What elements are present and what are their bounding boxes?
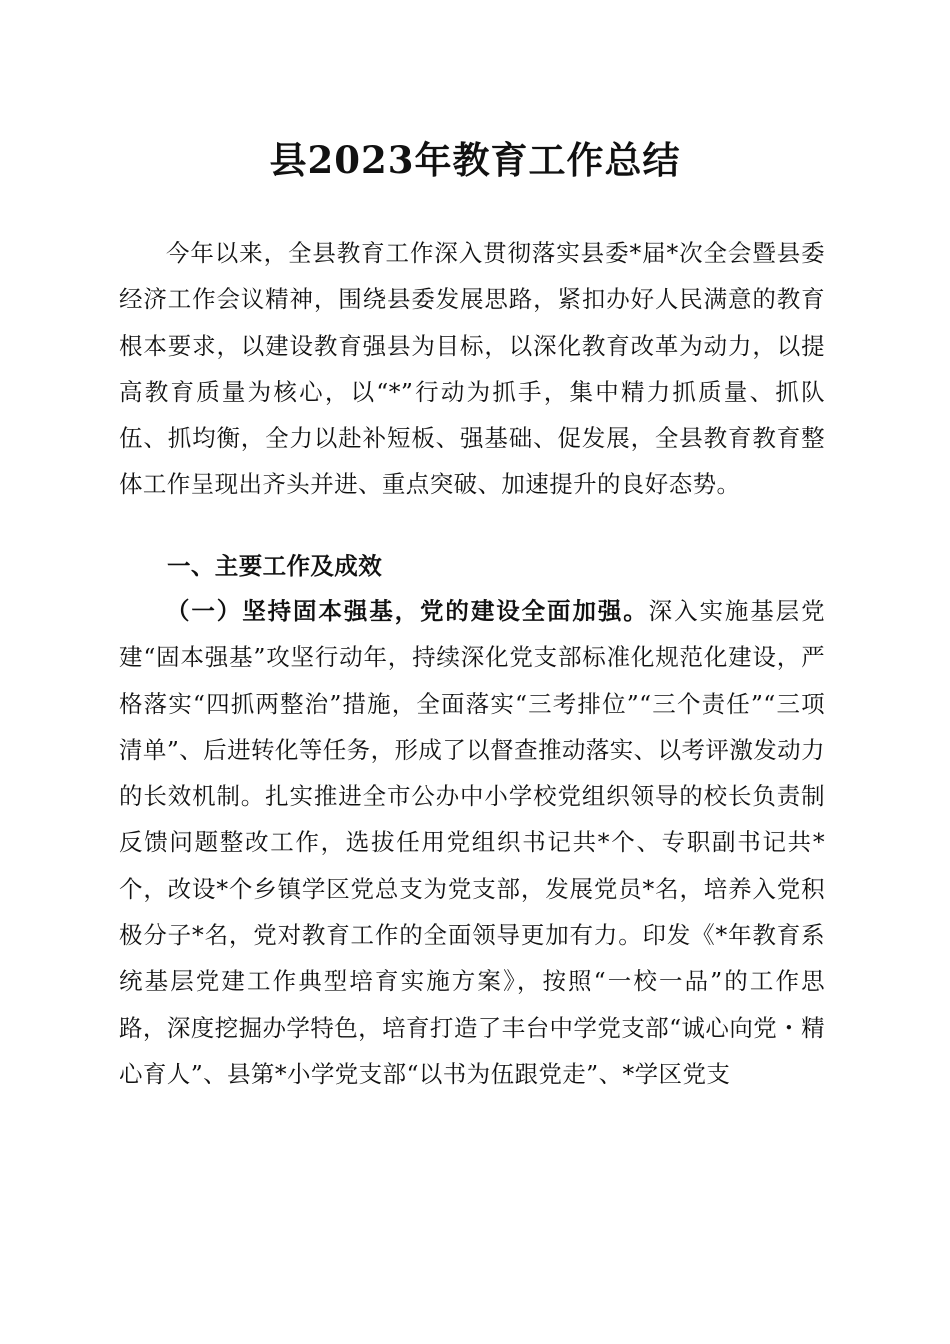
subsection-body: 深入实施基层党建“固本强基”攻坚行动年，持续深化党支部标准化规范化建设，严格落实“四抓两整治”措施，全面落实“三考排位”“三个责任”“三项清单”、后进转化等任务，形成了以督查推动落实、以考评激发动力的长效机制。扎实推进全市公办中小学校党组织领导的校长负责制反馈问题整改工作，选拔任用党组织书记共*个、专职副书记共*个，改设*个乡镇学区党总支为党支部，发展党员*名，培养入党积极分子*名，党对教育工作的全面领导更加有力。印发《*年教育系统基层党建工作典型培育实施方案》，按照“一校一品”的工作思路，深度挖掘办学特色，培育打造了丰台中学党支部“诚心向党・精心育人”、县第*小学党支部“以书为伍跟党走”、*学区党支 bbox=[119, 597, 825, 1088]
section-heading: 一、主要工作及成效 bbox=[167, 552, 383, 580]
subsection-paragraph bbox=[119, 588, 825, 1097]
subsection-lead: （一）坚持固本强基，党的建设全面加强。 bbox=[166, 597, 649, 625]
intro-paragraph: 今年以来，全县教育工作深入贯彻落实县委*届*次全会暨县委经济工作会议精神，围绕县委发展思路，紧扣办好人民满意的教育根本要求，以建设教育强县为目标，以深化教育改革为动力，以提高教育质量为核心，以“*”行动为抓手，集中精力抓质量、抓队伍、抓均衡，全力以赴补短板、强基础、促发展，全县教育教育整体工作呈现出齐头并进、重点突破、加速提升的良好态势。 bbox=[119, 239, 825, 499]
document-title: 县2023年教育工作总结 bbox=[269, 138, 681, 182]
